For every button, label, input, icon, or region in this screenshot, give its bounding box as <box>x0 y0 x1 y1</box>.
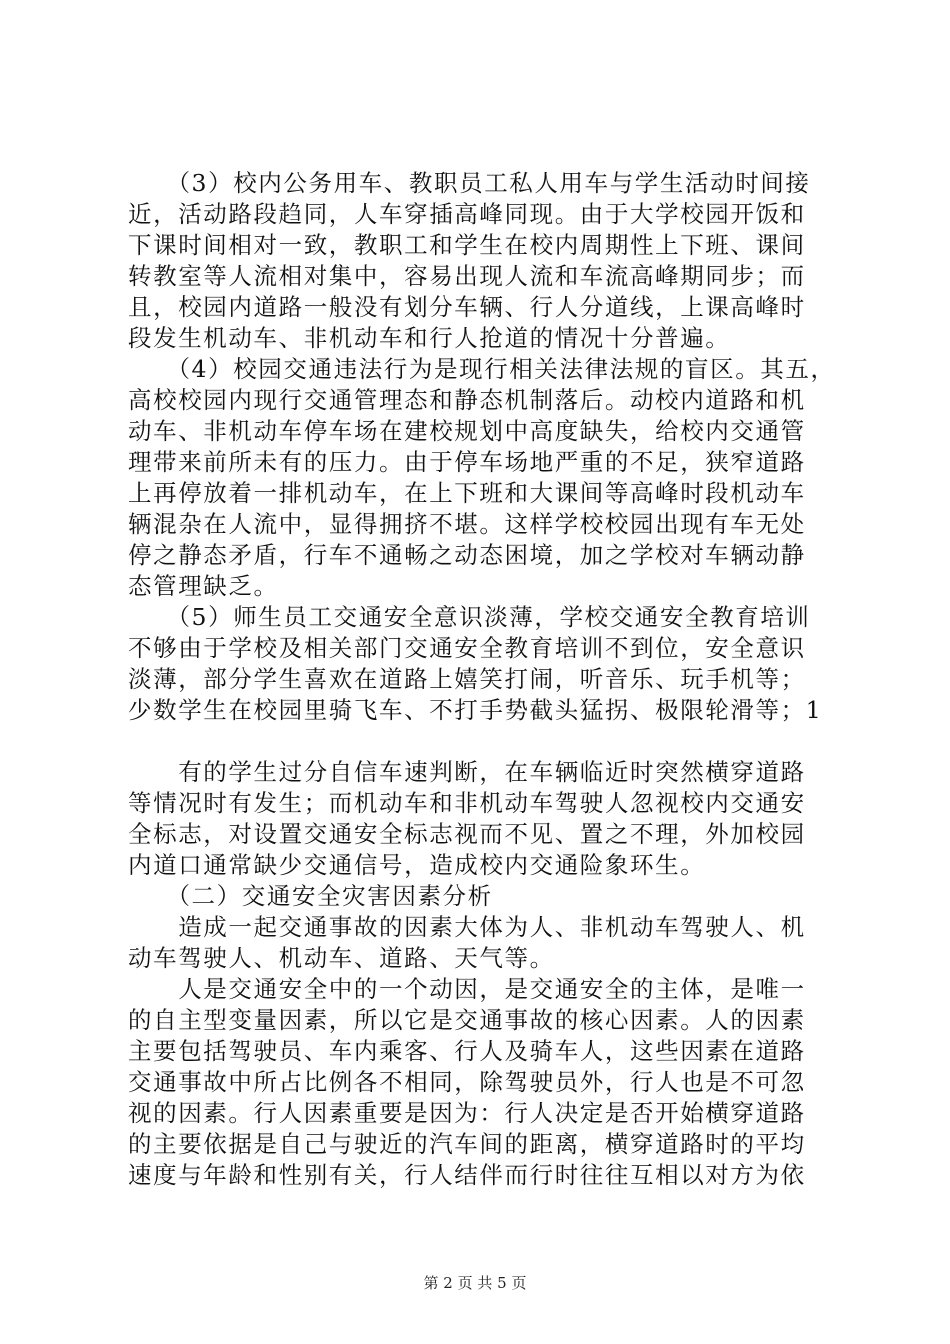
text-line: 的自主型变量因素，所以它是交通事故的核心因素。人的因素 <box>128 1006 806 1034</box>
text-line: 淡薄，部分学生喜欢在道路上嬉笑打闹，听音乐、玩手机等； <box>128 665 806 693</box>
document-body <box>128 168 848 1191</box>
text-line: 视的因素。行人因素重要是因为：行人决定是否开始横穿道路 <box>128 1099 806 1127</box>
text-line: 造成一起交通事故的因素大体为人、非机动车驾驶人、机 <box>128 913 806 941</box>
text-line: （二）交通安全灾害因素分析 <box>128 882 493 910</box>
section-traffic-issues <box>128 168 848 726</box>
text-line: 人是交通安全中的一个动因，是交通安全的主体，是唯一 <box>128 975 806 1003</box>
text-line: 辆混杂在人流中，显得拥挤不堪。这样学校校园出现有车无处 <box>128 510 806 538</box>
text-line: 主要包括驾驶员、车内乘客、行人及骑车人，这些因素在道路 <box>128 1037 806 1065</box>
text-line: 内道口通常缺少交通信号，造成校内交通险象环生。 <box>128 851 706 879</box>
text-line: 动车、非机动车停车场在建校规划中高度缺失，给校内交通管 <box>128 417 806 445</box>
text-line: 态管理缺乏。 <box>128 572 279 600</box>
text-line: （4）校园交通违法行为是现行相关法律法规的盲区。其五， <box>128 355 836 383</box>
text-line: 停之静态矛盾，行车不通畅之动态困境，加之学校对车辆动静 <box>128 541 806 569</box>
text-line: 段发生机动车、非机动车和行人抢道的情况十分普遍。 <box>128 324 731 352</box>
text-line: 不够由于学校及相关部门交通安全教育培训不到位，安全意识 <box>128 634 806 662</box>
text-line: 近，活动路段趋同，人车穿插高峰同现。由于大学校园开饭和 <box>128 200 806 228</box>
page-footer: 第 2 页 共 5 页 <box>423 1274 527 1292</box>
text-line: （3）校内公务用车、教职员工私人用车与学生活动时间接 <box>128 169 811 197</box>
text-line: 少数学生在校园里骑飞车、不打手势截头猛拐、极限轮滑等；1 <box>128 696 823 724</box>
text-line: 动车驾驶人、机动车、道路、天气等。 <box>128 944 555 972</box>
text-line: 全标志，对设置交通安全标志视而不见、置之不理，外加校园 <box>128 820 806 848</box>
text-line: 且，校园内道路一般没有划分车辆、行人分道线，上课高峰时 <box>128 293 806 321</box>
text-line: 高校校园内现行交通管理态和静态机制落后。动校内道路和机 <box>128 386 806 414</box>
text-line: 交通事故中所占比例各不相同，除驾驶员外，行人也是不可忽 <box>128 1068 806 1096</box>
text-line: （5）师生员工交通安全意识淡薄，学校交通安全教育培训 <box>128 603 811 631</box>
text-line: 速度与年龄和性别有关，行人结伴而行时往往互相以对方为依 <box>128 1161 806 1189</box>
text-line: 上再停放着一排机动车，在上下班和大课间等高峰时段机动车 <box>128 479 806 507</box>
page-break-gap <box>128 726 848 757</box>
text-line: 转教室等人流相对集中，容易出现人流和车流高峰期同步；而 <box>128 262 806 290</box>
section-hazard-analysis <box>128 757 848 1191</box>
text-line: 下课时间相对一致，教职工和学生在校内周期性上下班、课间 <box>128 231 806 259</box>
text-line: 有的学生过分自信车速判断，在车辆临近时突然横穿道路 <box>128 758 806 786</box>
text-line: 等情况时有发生；而机动车和非机动车驾驶人忽视校内交通安 <box>128 789 806 817</box>
text-line: 理带来前所未有的压力。由于停车场地严重的不足，狭窄道路 <box>128 448 806 476</box>
text-line: 的主要依据是自己与驶近的汽车间的距离，横穿道路时的平均 <box>128 1130 806 1158</box>
